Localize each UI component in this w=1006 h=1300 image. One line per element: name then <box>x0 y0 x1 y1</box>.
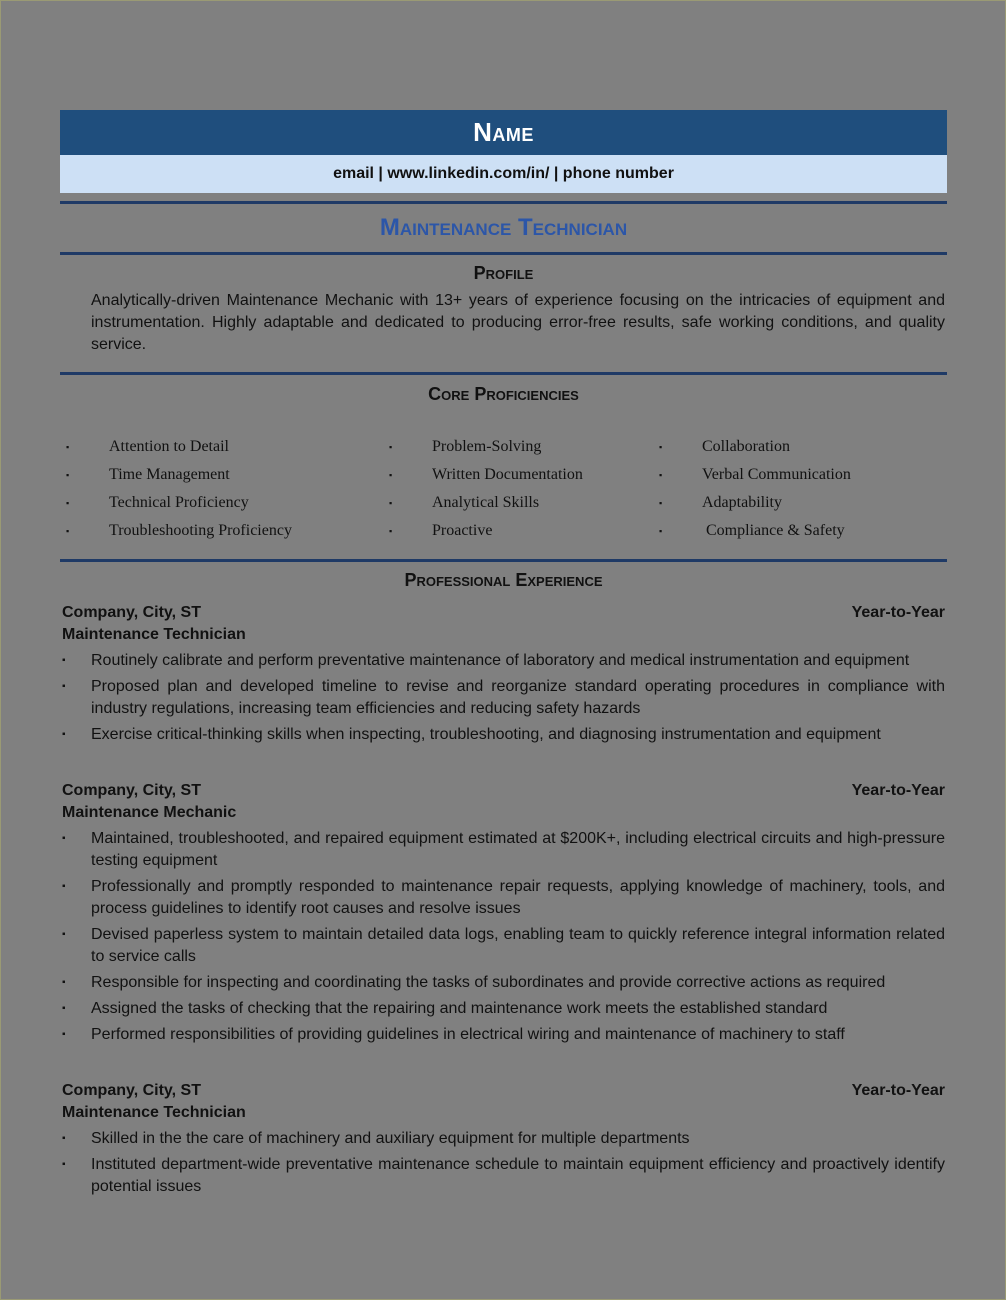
proficiency-label: Collaboration <box>702 438 790 455</box>
job-header <box>62 1080 945 1102</box>
proficiency-label: Technical Proficiency <box>109 494 249 511</box>
proficiency-item <box>60 492 383 514</box>
proficiency-item <box>383 464 653 486</box>
proficiencies-grid <box>60 436 947 542</box>
job-entry <box>60 1080 947 1198</box>
bullet-icon: ▪ <box>62 655 66 666</box>
divider <box>60 559 947 562</box>
experience-heading: Professional Experience <box>404 570 603 590</box>
proficiency-label: Verbal Communication <box>702 466 851 483</box>
job-dates: Year-to-Year <box>851 604 945 621</box>
company-location: Company, City, ST <box>62 1082 201 1099</box>
proficiency-label: Analytical Skills <box>432 494 540 511</box>
job-role: Maintenance Technician <box>62 626 246 643</box>
bullet-icon: ▪ <box>62 1159 66 1170</box>
bullet-icon: ▪ <box>659 498 663 508</box>
bullet-text: Professionally and promptly responded to maintenance repair requests, applying knowledge of machinery, tools, and process guidelines to identify root causes and resolve issues <box>91 878 945 917</box>
job-bullet <box>62 676 945 720</box>
job-bullet <box>62 1128 945 1150</box>
job-bullet <box>62 650 945 672</box>
job-dates: Year-to-Year <box>851 782 945 799</box>
bullet-icon: ▪ <box>62 1029 66 1040</box>
bullet-text: Proposed plan and developed timeline to revise and reorganize standard operating procedures in compliance with industry regulations, increasing team efficiencies and reducing safety hazards <box>91 678 945 717</box>
bullet-icon: ▪ <box>62 929 66 940</box>
divider <box>60 372 947 375</box>
proficiency-item <box>653 436 947 458</box>
divider <box>60 252 947 255</box>
job-role: Maintenance Technician <box>62 1104 246 1121</box>
job-role: Maintenance Mechanic <box>62 804 237 821</box>
proficiency-item <box>60 464 383 486</box>
proficiency-item <box>383 436 653 458</box>
bullet-icon: ▪ <box>659 470 663 480</box>
name-header: Name <box>60 110 947 155</box>
job-bullets <box>62 828 945 1046</box>
bullet-text: Instituted department-wide preventative maintenance schedule to maintain equipment efficiency and proactively identify potential issues <box>91 1156 945 1195</box>
profile-heading: Profile <box>473 263 534 283</box>
job-bullet <box>62 1024 945 1046</box>
job-title: Maintenance Technician <box>379 214 628 241</box>
job-bullet <box>62 972 945 994</box>
job-bullets <box>62 1128 945 1198</box>
proficiency-label: Troubleshooting Proficiency <box>109 522 292 539</box>
bullet-icon: ▪ <box>62 681 66 692</box>
experience-list <box>60 602 947 1198</box>
proficiency-label: Proactive <box>432 522 493 539</box>
proficiency-item <box>653 464 947 486</box>
proficiency-item <box>383 520 653 542</box>
resume-page <box>60 110 947 1202</box>
job-entry <box>60 602 947 746</box>
proficiency-item <box>653 520 947 542</box>
bullet-icon: ▪ <box>66 442 70 452</box>
proficiency-label: Compliance & Safety <box>702 522 845 539</box>
bullet-text: Performed responsibilities of providing guidelines in electrical wiring and maintenance of machinery to staff <box>91 1026 845 1043</box>
bullet-icon: ▪ <box>62 1003 66 1014</box>
bullet-text: Maintained, troubleshooted, and repaired equipment estimated at $200K+, including electrical circuits and high-pressure testing equipment <box>91 830 945 869</box>
bullet-icon: ▪ <box>389 442 393 452</box>
proficiency-label: Written Documentation <box>432 466 583 483</box>
job-bullet <box>62 924 945 968</box>
bullet-icon: ▪ <box>66 526 70 536</box>
bullet-icon: ▪ <box>389 526 393 536</box>
proficiency-item <box>653 492 947 514</box>
bullet-text: Skilled in the the care of machinery and auxiliary equipment for multiple departments <box>91 1130 690 1147</box>
bullet-icon: ▪ <box>389 470 393 480</box>
bullet-text: Devised paperless system to maintain detailed data logs, enabling team to quickly reference integral information related to service calls <box>91 926 945 965</box>
bullet-icon: ▪ <box>66 470 70 480</box>
bullet-icon: ▪ <box>66 498 70 508</box>
bullet-icon: ▪ <box>389 498 393 508</box>
job-header <box>62 602 945 624</box>
job-bullet <box>62 724 945 746</box>
job-bullet <box>62 1154 945 1198</box>
proficiency-item <box>383 492 653 514</box>
proficiency-label: Problem-Solving <box>432 438 542 455</box>
bullet-icon: ▪ <box>62 1133 66 1144</box>
bullet-text: Responsible for inspecting and coordinating the tasks of subordinates and provide corrective actions as required <box>91 974 886 991</box>
job-bullet <box>62 876 945 920</box>
job-bullet <box>62 828 945 872</box>
bullet-text: Exercise critical-thinking skills when inspecting, troubleshooting, and diagnosing instrumentation and equipment <box>91 726 881 743</box>
proficiencies-heading: Core Proficiencies <box>428 384 579 404</box>
contact-line: email | www.linkedin.com/in/ | phone number <box>60 155 947 193</box>
proficiency-item <box>60 520 383 542</box>
bullet-icon: ▪ <box>659 526 663 536</box>
bullet-icon: ▪ <box>62 833 66 844</box>
bullet-icon: ▪ <box>62 729 66 740</box>
profile-text: Analytically-driven Maintenance Mechanic with 13+ years of experience focusing on the intricacies of equipment and instrumentation. Highly adaptable and dedicated to producing error-free results, safe working conditions, and quality service. <box>91 292 945 353</box>
bullet-text: Routinely calibrate and perform preventative maintenance of laboratory and medical instrumentation and equipment <box>91 652 910 669</box>
bullet-icon: ▪ <box>659 442 663 452</box>
proficiency-label: Time Management <box>109 466 230 483</box>
proficiency-item <box>60 436 383 458</box>
bullet-icon: ▪ <box>62 881 66 892</box>
company-location: Company, City, ST <box>62 604 201 621</box>
proficiency-label: Attention to Detail <box>109 438 229 455</box>
job-entry <box>60 780 947 1046</box>
job-dates: Year-to-Year <box>851 1082 945 1099</box>
job-bullet <box>62 998 945 1020</box>
job-header <box>62 780 945 802</box>
proficiency-label: Adaptability <box>702 494 782 511</box>
bullet-icon: ▪ <box>62 977 66 988</box>
job-bullets <box>62 650 945 746</box>
bullet-text: Assigned the tasks of checking that the repairing and maintenance work meets the established standard <box>91 1000 828 1017</box>
company-location: Company, City, ST <box>62 782 201 799</box>
